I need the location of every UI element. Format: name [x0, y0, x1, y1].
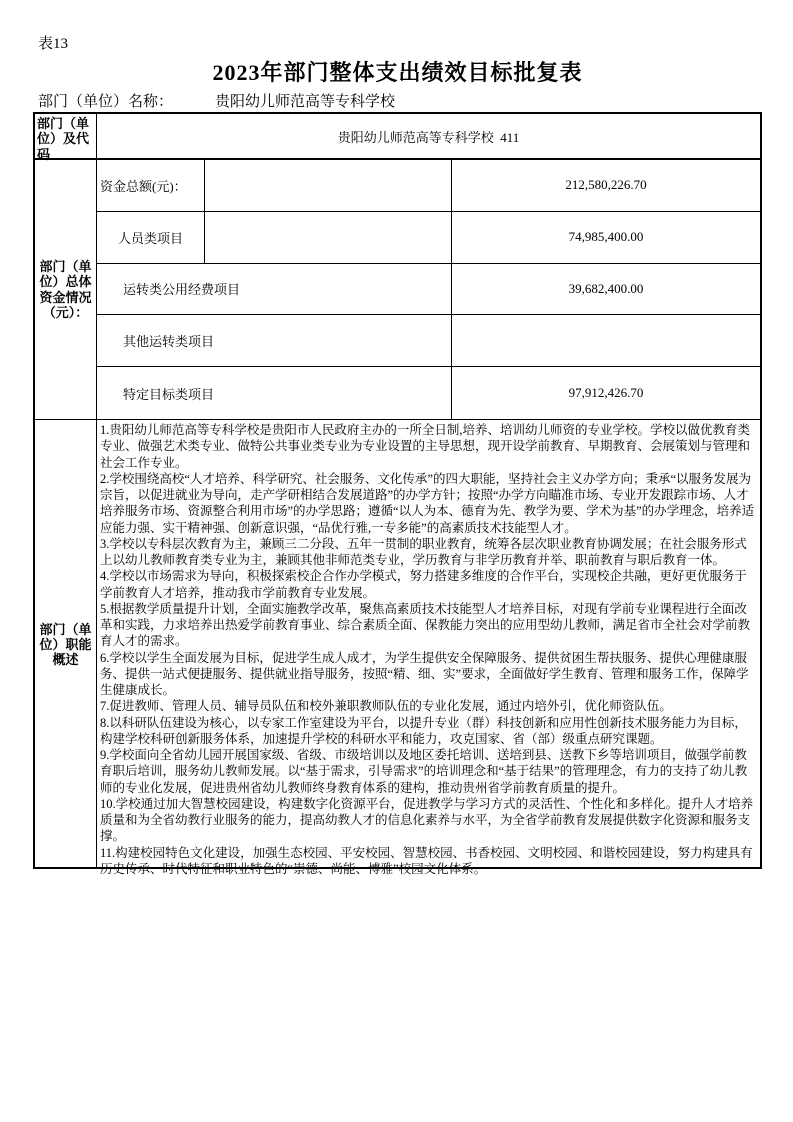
functions-paragraph: 4.学校以市场需求为导向，积极探索校企合作办学模式，努力搭建多维度的合作平台，实现校企共融，更好更优服务于学前教育人才培养，推动我市学前教育专业发展。	[100, 569, 747, 600]
table-row-dept-code	[35, 114, 760, 160]
funds-section	[35, 160, 760, 420]
operating-value: 39,682,400.00	[568, 280, 644, 296]
total-funds-spacer-cell	[205, 160, 452, 211]
dept-name-line	[38, 90, 762, 111]
dept-name-value: 贵阳幼儿师范高等专科学校	[215, 94, 396, 110]
personnel-label: 人员类项目	[97, 212, 205, 263]
total-funds-label: 资金总额(元)：	[97, 160, 205, 211]
personnel-spacer-cell	[205, 212, 452, 263]
other-operating-label: 其他运转类项目	[97, 315, 452, 366]
table-row-operating	[97, 264, 760, 316]
dept-code-header: 部门（单位）及代码	[35, 114, 97, 158]
specific-target-value: 97,912,426.70	[568, 385, 644, 401]
table-row-other-operating	[97, 315, 760, 367]
functions-paragraph: 7.促进教师、管理人员、辅导员队伍和校外兼职教师队伍的专业化发展，通过内培外引，优化师资队伍。	[100, 699, 672, 714]
table-row-personnel	[97, 212, 760, 264]
dept-code-value: 贵阳幼儿师范高等专科学校 411	[337, 129, 520, 145]
funds-rows	[97, 160, 760, 419]
functions-paragraph: 1.贵阳幼儿师范高等专科学校是贵阳市人民政府主办的一所全日制,培养、培训幼儿师资的专业学校。学校以做优教育类专业、做强艺术类专业、做特公共事业类专业为专业设置的主导思想，现开设学前教育、早期教育、会展策划与管理和社会工作专业。	[100, 423, 751, 470]
table-row-specific-target	[97, 367, 760, 419]
functions-paragraph: 5.根据教学质量提升计划，全面实施教学改革，聚焦高素质技术技能型人才培养目标，对现有学前专业课程进行全面改革和实践，力求培养出热爱学前教育事业、综合素质全面、保教能力突出的应用型幼儿教师，满足省市全社会对学前教育人才的需求。	[100, 601, 751, 649]
functions-paragraph: 8.以科研队伍建设为核心，以专家工作室建设为平台，以提升专业（群）科技创新和应用性创新技术服务能力为目标，构建学校科研创新服务体系，加速提升学校的科研水平和能力，攻克国家、省（部）级重点研究课题。	[100, 715, 747, 746]
functions-section	[35, 420, 760, 876]
operating-label: 运转类公用经费项目	[97, 264, 452, 315]
total-funds-value: 212,580,226.70	[565, 177, 647, 193]
functions-paragraph: 11.构建校园特色文化建设，加强生态校园、平安校园、智慧校园、书香校园、文明校园、和谐校园建设，努力构建具有历史传承、时代特征和职业特色的“崇德、尚能、博雅”校园文化体系。	[100, 845, 753, 876]
dept-name-label: 部门（单位）名称：	[38, 94, 174, 110]
functions-paragraph: 10.学校通过加大智慧校园建设，构建数字化资源平台，促进教学与学习方式的灵活性、个性化和多样化。提升人才培养质量和为全省幼教行业服务的能力，提高幼教人才的信息化素养与水平，为全省学前教育发展提供数字化资源和服务支撑。	[100, 796, 754, 844]
functions-paragraph: 6.学校以学生全面发展为目标，促进学生成人成才，为学生提供安全保障服务、提供贫困生帮扶服务、提供心理健康服务、提供一站式便捷服务、提供就业指导服务，按照“精、细、实”要求，全面做好学生教育、管理和服务工作，保障学生健康成长。	[100, 650, 749, 697]
specific-target-label: 特定目标类项目	[97, 367, 452, 419]
other-operating-value	[452, 315, 760, 366]
sheet-number-label: 表13	[38, 36, 69, 52]
functions-overview-text	[97, 420, 760, 876]
budget-table	[33, 112, 762, 876]
functions-paragraph: 2.学校围绕高校“人才培养、科学研究、社会服务、文化传承”的四大职能，坚持社会主义办学方向；秉承“以服务发展为宗旨，以促进就业为导向，走产学研相结合发展道路”的办学方针；按照“办学方向瞄准市场、专业开发跟踪市场、人才培养服务市场、资源整合利用市场”的办学思路；遵循“以人为本、德育为先、教学为要、学术为基”的办学理念，培养适应能力强、实干精神强、创新意识强，“品优行雅,一专多能”的高素质技术技能型人才。	[100, 471, 755, 535]
functions-paragraph: 3.学校以专科层次教育为主，兼顾三二分段、五年一贯制的职业教育，统筹各层次职业教育协调发展；在社会服务形式上以幼儿教师教育类专业为主，兼顾其他非师范类专业，学历教育与非学历教育并举、职前教育与职后教育一体。	[100, 536, 747, 567]
page-title: 2023年部门整体支出绩效目标批复表	[212, 60, 583, 85]
funds-header: 部门（单位）总体资金情况（元）：	[35, 160, 97, 419]
personnel-value: 74,985,400.00	[568, 229, 644, 245]
table-row-total-funds	[97, 160, 760, 212]
functions-paragraph: 9.学校面向全省幼儿园开展国家级、省级、市级培训以及地区委托培训、送培到县、送教下乡等培训项目，做强学前教育职后培训，服务幼儿教师发展。以“基于需求，引导需求”的培训理念和“基于结果”的管理理念，有力的支持了幼儿教师的专业化发展，促进贵州省幼儿教师终身教育体系的建构，推动贵州省学前教育质量的提升。	[100, 748, 748, 795]
functions-header: 部门（单位）职能概述	[35, 420, 97, 869]
